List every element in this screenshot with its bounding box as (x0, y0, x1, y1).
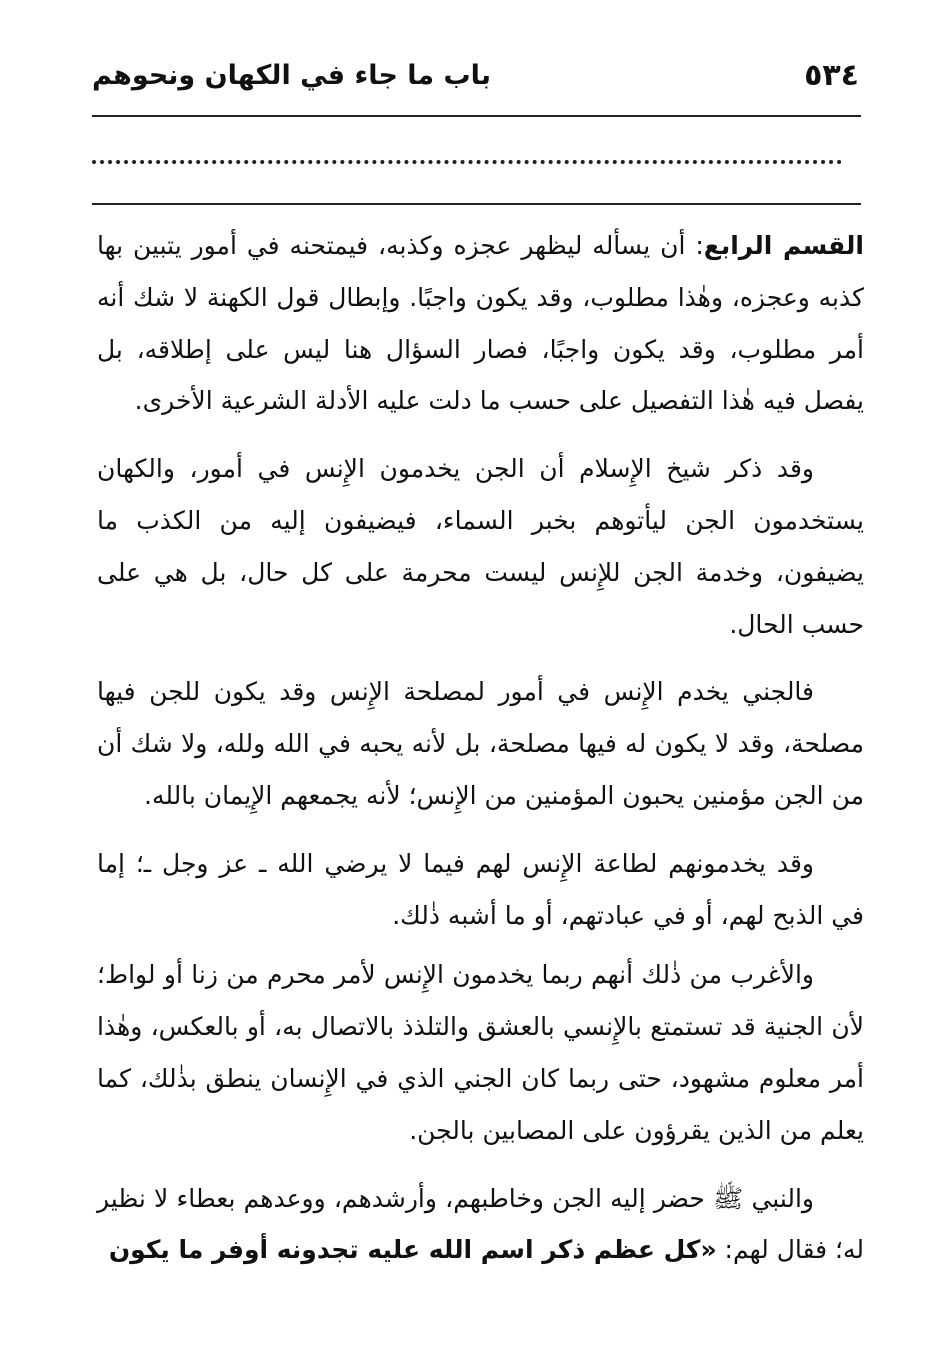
paragraph-4: وقد يخدمونهم لطاعة الإِنس لهم فيما لا يرضي الله ـ عز وجل ـ؛ إما في الذبح لهم، أو في عبادتهم، أو ما أشبه ذٰلك. (97, 848, 864, 930)
page-header (90, 50, 859, 110)
paragraph-text: والنبي ﷺ حضر إليه الجن وخاطبهم، وأرشدهم، ووعدهم بعطاء لا نظير له؛ فقال لهم: (97, 1183, 864, 1265)
paragraph-6 (97, 1173, 864, 1277)
paragraph-5: والأغرب من ذٰلك أنهم ربما يخدمون الإِنس لأمر محرم من زنا أو لواط؛ لأن الجنية قد تستمتع بالإِنسي بالعشق والتلذذ بالاتصال به، أو بالعكس، وهٰذا أمر معلوم مشهود، حتى ربما كان الجني الذي في الإِنسان ينطق بذٰلك، كما يعلم من الذين يقرؤون على المصابين بالجن. (97, 960, 864, 1145)
running-title: باب ما جاء في الكهان ونحوهم (92, 60, 491, 91)
section-rule (92, 203, 861, 205)
paragraph-2: وقد ذكر شيخ الإِسلام أن الجن يخدمون الإِنس في أمور، والكهان يستخدمون الجن ليأتوهم بخبر السماء، فيضيفون إليه من الكذب ما يضيفون، وخدمة الجن للإِنس ليست محرمة على كل حال، بل هي على حسب الحال. (97, 454, 864, 639)
body-text (97, 220, 864, 1292)
hadith-quote: «كل عظم ذكر اسم الله عليه تجدونه أوفر ما يكون (108, 1235, 717, 1265)
header-rule (92, 115, 861, 117)
paragraph-text: : أن يسأله ليظهر عجزه وكذبه، فيمتحنه في أمور يتبين بها كذبه وعجزه، وهٰذا مطلوب، وقد يكون واجبًا. وإبطال قول الكهنة لا شك أنه أمر مطلوب، وقد يكون واجبًا، فصار السؤال هنا ليس على إطلاقه، بل يفصل فيه هٰذا التفصيل على حسب ما دلت عليه الأدلة الشرعية الأخرى. (97, 231, 864, 416)
paragraph-3: فالجني يخدم الإِنس في أمور لمصلحة الإِنس وقد يكون للجن فيها مصلحة، وقد لا يكون له فيها مصلحة، بل لأنه يحبه في الله ولله، ولا شك أن من الجن مؤمنين يحبون المؤمنين من الإِنس؛ لأنه يجمعهم الإِيمان بالله. (97, 677, 864, 810)
omission-dots (92, 160, 842, 164)
paragraph-1 (97, 220, 864, 427)
paragraph-lead: القسم الرابع (703, 231, 864, 260)
page-number: ٥٣٤ (804, 58, 859, 93)
